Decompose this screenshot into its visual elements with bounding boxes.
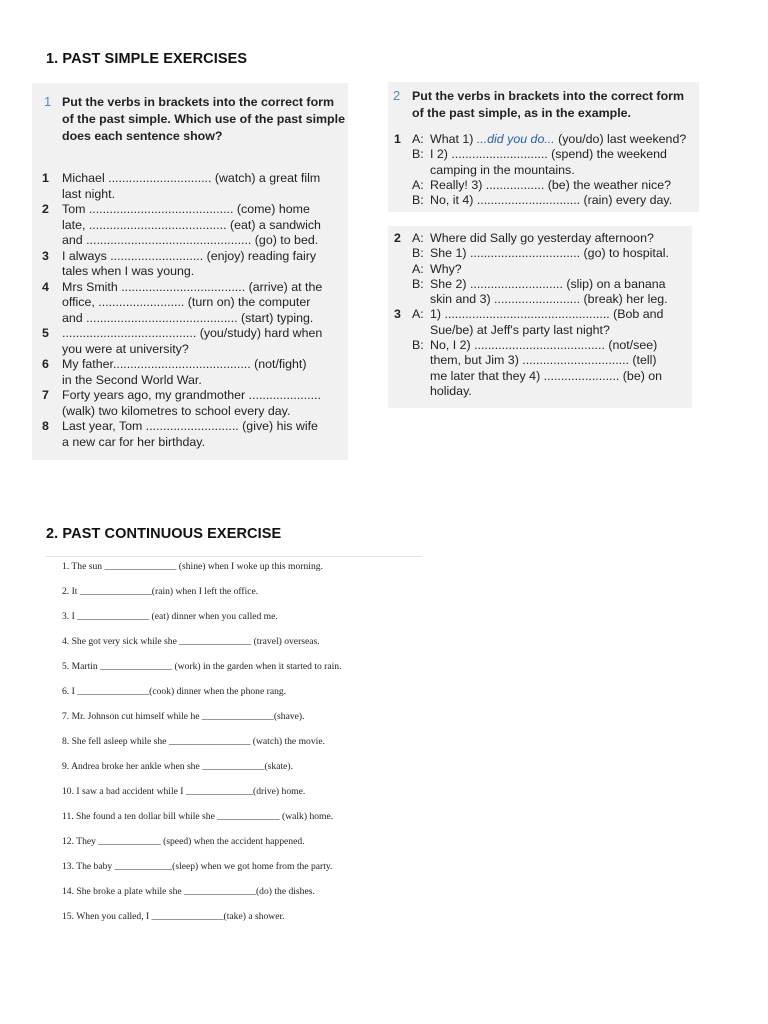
exercise1-line: [42, 373, 342, 389]
exercise-item: 5. Martin _______________ (work) in the garden when it started to rain.: [62, 661, 342, 672]
section2-divider: [46, 556, 422, 557]
exercise2-dialogue1: [394, 132, 694, 208]
line-text: you were at university?: [62, 341, 189, 356]
exercise-item: 3. I _______________ (eat) dinner when you called me.: [62, 611, 278, 622]
dialogue-text: Where did Sally go yesterday afternoon?: [430, 231, 654, 245]
speaker-label: B:: [412, 246, 424, 261]
dialogue-line: [394, 163, 694, 178]
line-text: last night.: [62, 186, 116, 201]
exercise2-scan-b: [388, 226, 692, 408]
exercise-item: 14. She broke a plate while she _______________(do) the dishes.: [62, 886, 315, 897]
exercise1-line: [42, 218, 342, 234]
dialogue-post: (you/do) last weekend?: [554, 132, 687, 146]
line-number: 3: [42, 248, 49, 263]
dialogue-text: Sue/be) at Jeff's party last night?: [430, 322, 610, 337]
line-number: 4: [42, 279, 49, 294]
dialogue-line: [394, 307, 694, 322]
dialogue-line: [394, 246, 694, 261]
exercise1-line: [42, 357, 342, 373]
exercise2-number: 2: [393, 88, 401, 103]
exercise-item: 13. The baby ____________(sleep) when we got home from the party.: [62, 861, 333, 872]
exercise1-scan: [32, 83, 348, 460]
section2-heading: 2. PAST CONTINUOUS EXERCISE: [46, 526, 282, 542]
speaker-label: A:: [412, 261, 424, 276]
line-text: tales when I was young.: [62, 264, 195, 278]
section1-heading: 1. PAST SIMPLE EXERCISES: [46, 51, 248, 67]
dialogue-text: them, but Jim 3) ............................... (tell): [430, 353, 657, 368]
dialogue-line: [394, 323, 694, 338]
line-number: 7: [42, 388, 49, 402]
dialogue-text: Why?: [430, 261, 462, 276]
dialogue-line: [394, 193, 694, 208]
exercise1-line: [42, 295, 342, 311]
line-text: Michael .............................. (watch) a great film: [62, 171, 321, 185]
dialogue-text: [430, 132, 686, 148]
speaker-label: B:: [412, 147, 424, 162]
exercise1-line: [42, 264, 342, 280]
dialogue-text: 1) ................................................ (Bob and: [430, 307, 664, 322]
dialogue-text: No, I 2) ...................................... (not/see): [430, 338, 658, 353]
exercise-item: 8. She fell asleep while she _________________ (watch) the movie.: [62, 736, 325, 747]
line-text: in the Second World War.: [62, 372, 202, 387]
dialogue-number: 1: [394, 132, 401, 146]
exercise1-lines: [42, 171, 342, 450]
exercise-item: 10. I saw a bad accident while I ______________(drive) home.: [62, 786, 306, 797]
exercise2-dialogue2: [394, 231, 694, 399]
exercise1-line: [42, 202, 342, 218]
dialogue-pre: Really! 3) ................. (be) the weather nice?: [430, 177, 672, 192]
dialogue-line: [394, 384, 694, 399]
line-text: late, ........................................ (eat) a sandwich: [62, 217, 321, 232]
line-number: 6: [42, 357, 49, 371]
speaker-label: A:: [412, 307, 424, 322]
dialogue-line: [394, 147, 694, 162]
dialogue-line: [394, 178, 694, 193]
exercise1-line: [42, 419, 342, 435]
exercise1-line: [42, 435, 342, 451]
line-text: Mrs Smith .................................... (arrive) at the: [62, 279, 323, 294]
exercise1-line: [42, 342, 342, 358]
line-text: Last year, Tom ........................... (give) his wife: [62, 419, 318, 433]
line-text: Forty years ago, my grandmother .....................: [62, 388, 321, 402]
exercise-item: 9. Andrea broke her ankle when she _____________(skate).: [62, 761, 293, 772]
speaker-label: B:: [412, 193, 424, 208]
exercise1-number: 1: [44, 94, 52, 109]
line-text: and ................................................ (go) to bed.: [62, 233, 319, 247]
exercise1-line: [42, 249, 342, 265]
exercise-item: 7. Mr. Johnson cut himself while he _______________(shave).: [62, 711, 305, 722]
line-text: (walk) two kilometres to school every day.: [62, 403, 291, 418]
exercise-item: 15. When you called, I _______________(take) a shower.: [62, 911, 285, 922]
dialogue-text: [430, 147, 667, 163]
dialogue-pre: No, it 4) .............................. (rain) every day.: [430, 193, 673, 208]
line-text: and ............................................ (start) typing.: [62, 310, 314, 325]
exercise-item: 1. The sun _______________ (shine) when I woke up this morning.: [62, 561, 323, 572]
speaker-label: A:: [412, 177, 424, 192]
dialogue-text: [430, 193, 672, 209]
exercise1-line: [42, 388, 342, 404]
line-text: ....................................... (you/study) hard when: [62, 326, 323, 340]
dialogue-pre: What 1): [430, 132, 477, 146]
exercise1-line: [42, 404, 342, 420]
exercise-item: 12. They _____________ (speed) when the accident happened.: [62, 836, 305, 847]
line-text: office, ......................... (turn on) the computer: [62, 295, 311, 309]
past-continuous-list: [62, 560, 442, 935]
dialogue-line: [394, 262, 694, 277]
dialogue-text: [430, 163, 575, 179]
exercise-item: 6. I _______________(cook) dinner when the phone rang.: [62, 686, 287, 697]
dialogue-line: [394, 369, 694, 384]
exercise-item: 2. It _______________(rain) when I left the office.: [62, 586, 259, 597]
dialogue-line: [394, 338, 694, 353]
line-number: 8: [42, 419, 49, 433]
dialogue-line: [394, 353, 694, 368]
exercise1-line: [42, 326, 342, 342]
speaker-label: B:: [412, 276, 424, 291]
dialogue-text: holiday.: [430, 383, 472, 398]
example-answer: ...did you do...: [476, 132, 555, 146]
line-text: a new car for her birthday.: [62, 434, 206, 449]
dialogue-text: She 2) ........................... (slip) on a banana: [430, 276, 666, 291]
speaker-label: A:: [412, 132, 424, 146]
dialogue-line: [394, 132, 694, 147]
dialogue-text: skin and 3) ......................... (break) her leg.: [430, 292, 668, 307]
dialogue-line: [394, 277, 694, 292]
line-text: My father........................................ (not/fight): [62, 357, 307, 371]
exercise-item: 4. She got very sick while she _______________ (travel) overseas.: [62, 636, 320, 647]
exercise1-line: [42, 171, 342, 187]
dialogue-text: [430, 178, 671, 194]
line-text: I always ........................... (enjoy) reading fairy: [62, 248, 317, 263]
line-text: Tom .......................................... (come) home: [62, 202, 310, 216]
exercise1-line: [42, 233, 342, 249]
exercise2-instruction: Put the verbs in brackets into the correct form of the past simple, as in the example.: [412, 89, 684, 120]
line-number: 1: [42, 171, 49, 185]
line-number: 2: [42, 202, 49, 216]
line-number: 5: [42, 326, 49, 340]
speaker-label: B:: [412, 338, 424, 353]
exercise1-line: [42, 187, 342, 203]
dialogue-pre: camping in the mountains.: [430, 162, 575, 177]
dialogue-text: She 1) ................................ (go) to hospital.: [430, 246, 669, 261]
dialogue-pre: I 2) ............................ (spend) the weekend: [430, 147, 667, 162]
exercise1-line: [42, 311, 342, 327]
dialogue-number: 2: [394, 231, 401, 245]
exercise1-line: [42, 280, 342, 296]
exercise2-scan-a: [388, 82, 699, 212]
dialogue-line: [394, 231, 694, 246]
dialogue-text: me later that they 4) ...................... (be) on: [430, 368, 663, 383]
dialogue-line: [394, 292, 694, 307]
exercise-item: 11. She found a ten dollar bill while she _____________ (walk) home.: [62, 811, 334, 822]
exercise1-instruction: Put the verbs in brackets into the correct form of the past simple. Which use of the past simple does each sentence show?: [62, 95, 345, 143]
speaker-label: A:: [412, 231, 424, 245]
dialogue-number: 3: [394, 307, 401, 322]
